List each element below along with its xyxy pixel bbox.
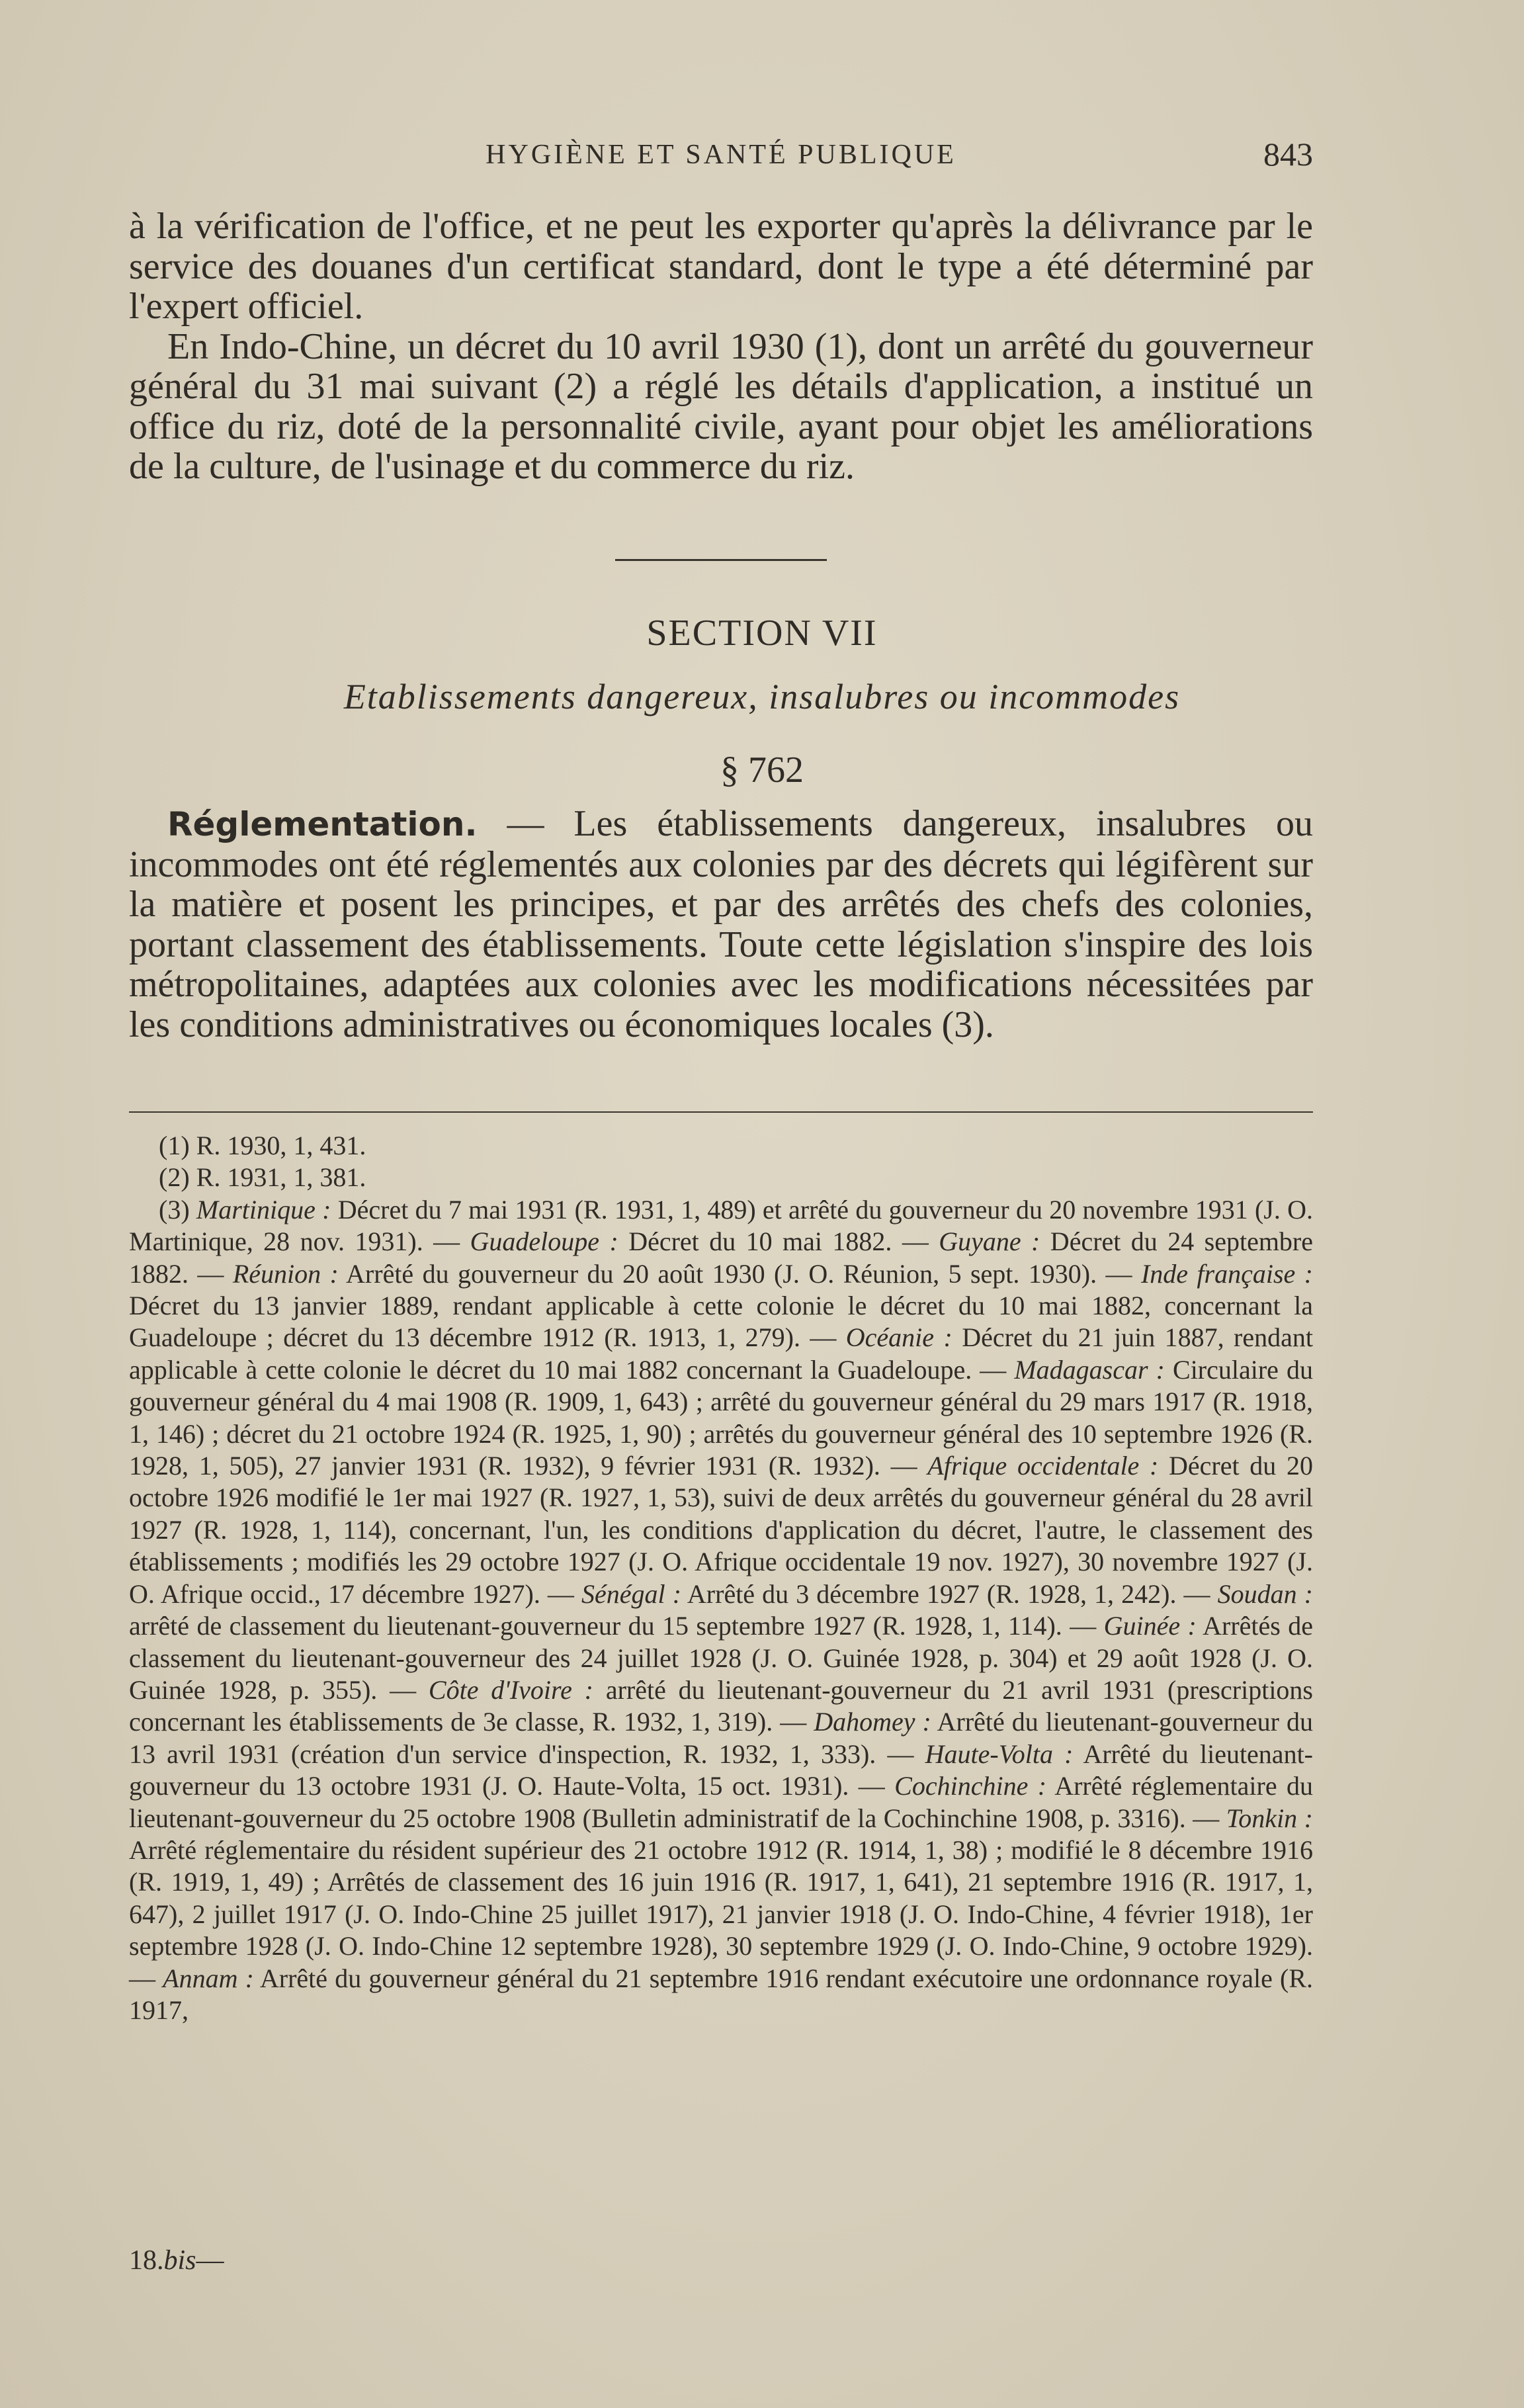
page-number: 843 [1263, 136, 1313, 173]
page-header [129, 132, 1313, 179]
footnote-text: Arrêté du 3 décembre 1927 (R. 1928, 1, 242). — [681, 1578, 1218, 1609]
colony-martinique: Martinique : [196, 1194, 331, 1225]
footnote-text: Arrêté du gouverneur du 20 août 1930 (J. O. Réunion, 5 sept. 1930). — [338, 1258, 1141, 1289]
colony-inde-francaise: Inde française : [1140, 1258, 1314, 1289]
colony-dahomey: Dahomey : [814, 1707, 931, 1737]
signature-bis: bis [163, 2245, 196, 2276]
footnote-3 [129, 1194, 1313, 2027]
footnote-text: Arrêté du lieutenant-gouverneur du 13 avril 1931 (création d'un service d'inspection, R. 1932, 1, 333). — [129, 1707, 1313, 1769]
footnote-text: Arrêté du gouverneur général du 21 septembre 1916 rendant exécutoire une ordonnance royale (R. 1917, [129, 1963, 1313, 2025]
colony-guinee: Guinée : [1103, 1611, 1197, 1641]
colony-guyane: Guyane : [939, 1226, 1040, 1257]
colony-cote-divoire: Côte d'Ivoire : [428, 1674, 594, 1705]
paragraph-number: § 762 [720, 750, 804, 791]
footnote-text: Arrêtés de classement du lieutenant-gouverneur des 24 juillet 1928 (J. O. Guinée 1928, p. 304) et 29 août 1928 (J. O. Guinée 1928, p. 355). — [129, 1611, 1314, 1705]
signature-number: 18. [129, 2245, 164, 2276]
colony-tonkin: Tonkin : [1226, 1803, 1313, 1833]
footnote-2: (2) R. 1931, 1, 381. [159, 1162, 366, 1193]
colony-afrique-occidentale: Afrique occidentale : [927, 1451, 1159, 1481]
footnote-text: Décret du 20 octobre 1926 modifié le 1er mai 1927 (R. 1927, 1, 53), suivi de deux arrêtés du gouverneur général du 28 avril 1927 (R. 1928, 1, 114), concernant, l'un, les conditions d'application du décret, l'autre, le classement des établissements ; modifiés les 29 octobre 1927 (J. O. Afrique occidentale 19 nov. 1927), 30 novembre 1927 (J. O. Afrique occid., 17 décembre 1927). — [129, 1451, 1313, 1609]
section-subtitle: Etablissements dangereux, insalubres ou incommodes [343, 677, 1181, 716]
intro-paragraph-1: à la vérification de l'office, et ne peut les exporter qu'après la délivrance par le service des douanes d'un certificat standard, dont le type a été déterminé par l'expert officiel. [129, 206, 1313, 327]
footnote-text: Circulaire du gouverneur général du 4 mai 1908 (R. 1909, 1, 643) ; arrêté du gouverneur général du 29 mars 1917 (R. 1918, 1, 146) ; décret du 21 octobre 1924 (R. 1925, 1, 90) ; arrêtés du gouverneur général des 10 septembre 1926 (R. 1928, 1, 505), 27 janvier 1931 (R. 1932), 9 février 1931 (R. 1932). — [129, 1354, 1314, 1481]
running-title: HYGIÈNE ET SANTÉ PUBLIQUE [486, 140, 956, 170]
footnote-text: Décret du 21 juin 1887, rendant applicable à cette colonie le décret du 10 mai 1882 concernant la Guadeloupe. — [129, 1322, 1313, 1385]
section-divider [615, 559, 827, 561]
colony-cochinchine: Cochinchine : [894, 1771, 1047, 1801]
footnote-text: Arrêté réglementaire du résident supérieur des 21 octobre 1912 (R. 1914, 1, 38) ; modifié le 8 décembre 1916 (R. 1919, 1, 49) ; Arrêtés de classement des 16 juin 1916 (R. 1917, 1, 641), 21 septembre 1916 (R. 1917, 1, 647), 2 juillet 1917 (J. O. Indo-Chine 25 juillet 1917), 21 janvier 1918 (J. O. Indo-Chine, 4 février 1918), 1er septembre 1928 (J. O. Indo-Chine 12 septembre 1928), 30 septembre 1929 (J. O. Indo-Chine, 9 octobre 1929). — [129, 1834, 1313, 1993]
colony-soudan: Soudan : [1217, 1578, 1314, 1609]
intro-paragraph-2: En Indo-Chine, un décret du 10 avril 1930 (1), dont un arrêté du gouverneur général du 31 mai suivant (2) a réglé les détails d'application, a institué un office du riz, doté de la personnalité civile, ayant pour objet les améliorations de la culture, de l'usinage et du commerce du riz. [129, 325, 1313, 487]
footnote-text: Décret du 13 janvier 1889, rendant applicable à cette colonie le décret du 10 mai 1882, concernant la Guadeloupe ; décret du 13 décembre 1912 (R. 1913, 1, 279). — [129, 1291, 1313, 1353]
colony-oceanie: Océanie : [845, 1322, 952, 1353]
footnote-text: arrêté du lieutenant-gouverneur du 21 avril 1931 (prescriptions concernant les établissements de 3e classe, R. 1932, 1, 319). — [129, 1674, 1313, 1737]
colony-senegal: Sénégal : [581, 1578, 682, 1609]
footnote-3-marker: (3) [159, 1194, 196, 1225]
signature-dash: — [196, 2245, 224, 2276]
colony-madagascar: Madagascar : [1014, 1354, 1165, 1385]
colony-haute-volta: Haute-Volta : [925, 1739, 1074, 1769]
footnote-1: (1) R. 1930, 1, 431. [159, 1131, 366, 1160]
footnote-text: Décret du 10 mai 1882. — [618, 1226, 939, 1257]
footnote-text: Décret du 7 mai 1931 (R. 1931, 1, 489) et arrêté du gouverneur du 20 novembre 1931 (J. O. Martinique, 28 nov. 1931). — [129, 1194, 1313, 1257]
signature-mark [129, 2245, 224, 2276]
intro-text [129, 206, 1313, 487]
colony-reunion: Réunion : [232, 1258, 339, 1289]
main-paragraph-text: — Les établissements dangereux, insalubres ou incommodes ont été réglementés aux colonies par des décrets qui légifèrent sur la matière et posent les principes, et par des arrêtés des chefs des colonies, portant classement des établissements. Toute cette législation s'inspire des lois métropolitaines, adaptées aux colonies avec les modifications nécessitées par les conditions administratives ou économiques locales (3). [129, 803, 1313, 1045]
main-paragraph [129, 804, 1313, 1045]
section-title: SECTION VII [646, 613, 878, 654]
footnote-rule [129, 1111, 1313, 1113]
footnote-text: arrêté de classement du lieutenant-gouverneur du 15 septembre 1927 (R. 1928, 1, 114). — [129, 1611, 1104, 1641]
footnote-text: Arrêté du lieutenant-gouverneur du 13 octobre 1931 (J. O. Haute-Volta, 15 oct. 1931). — [129, 1739, 1313, 1801]
footnote-text: Décret du 24 septembre 1882. — [129, 1226, 1314, 1289]
colony-guadeloupe: Guadeloupe : [470, 1226, 618, 1257]
footnotes [129, 1130, 1313, 2026]
run-in-heading: Réglementation. [167, 805, 478, 843]
colony-annam: Annam : [163, 1963, 254, 1993]
footnote-text: Arrêté réglementaire du lieutenant-gouverneur du 25 octobre 1908 (Bulletin administratif de la Cochinchine 1908, p. 3316). — [129, 1771, 1313, 1833]
